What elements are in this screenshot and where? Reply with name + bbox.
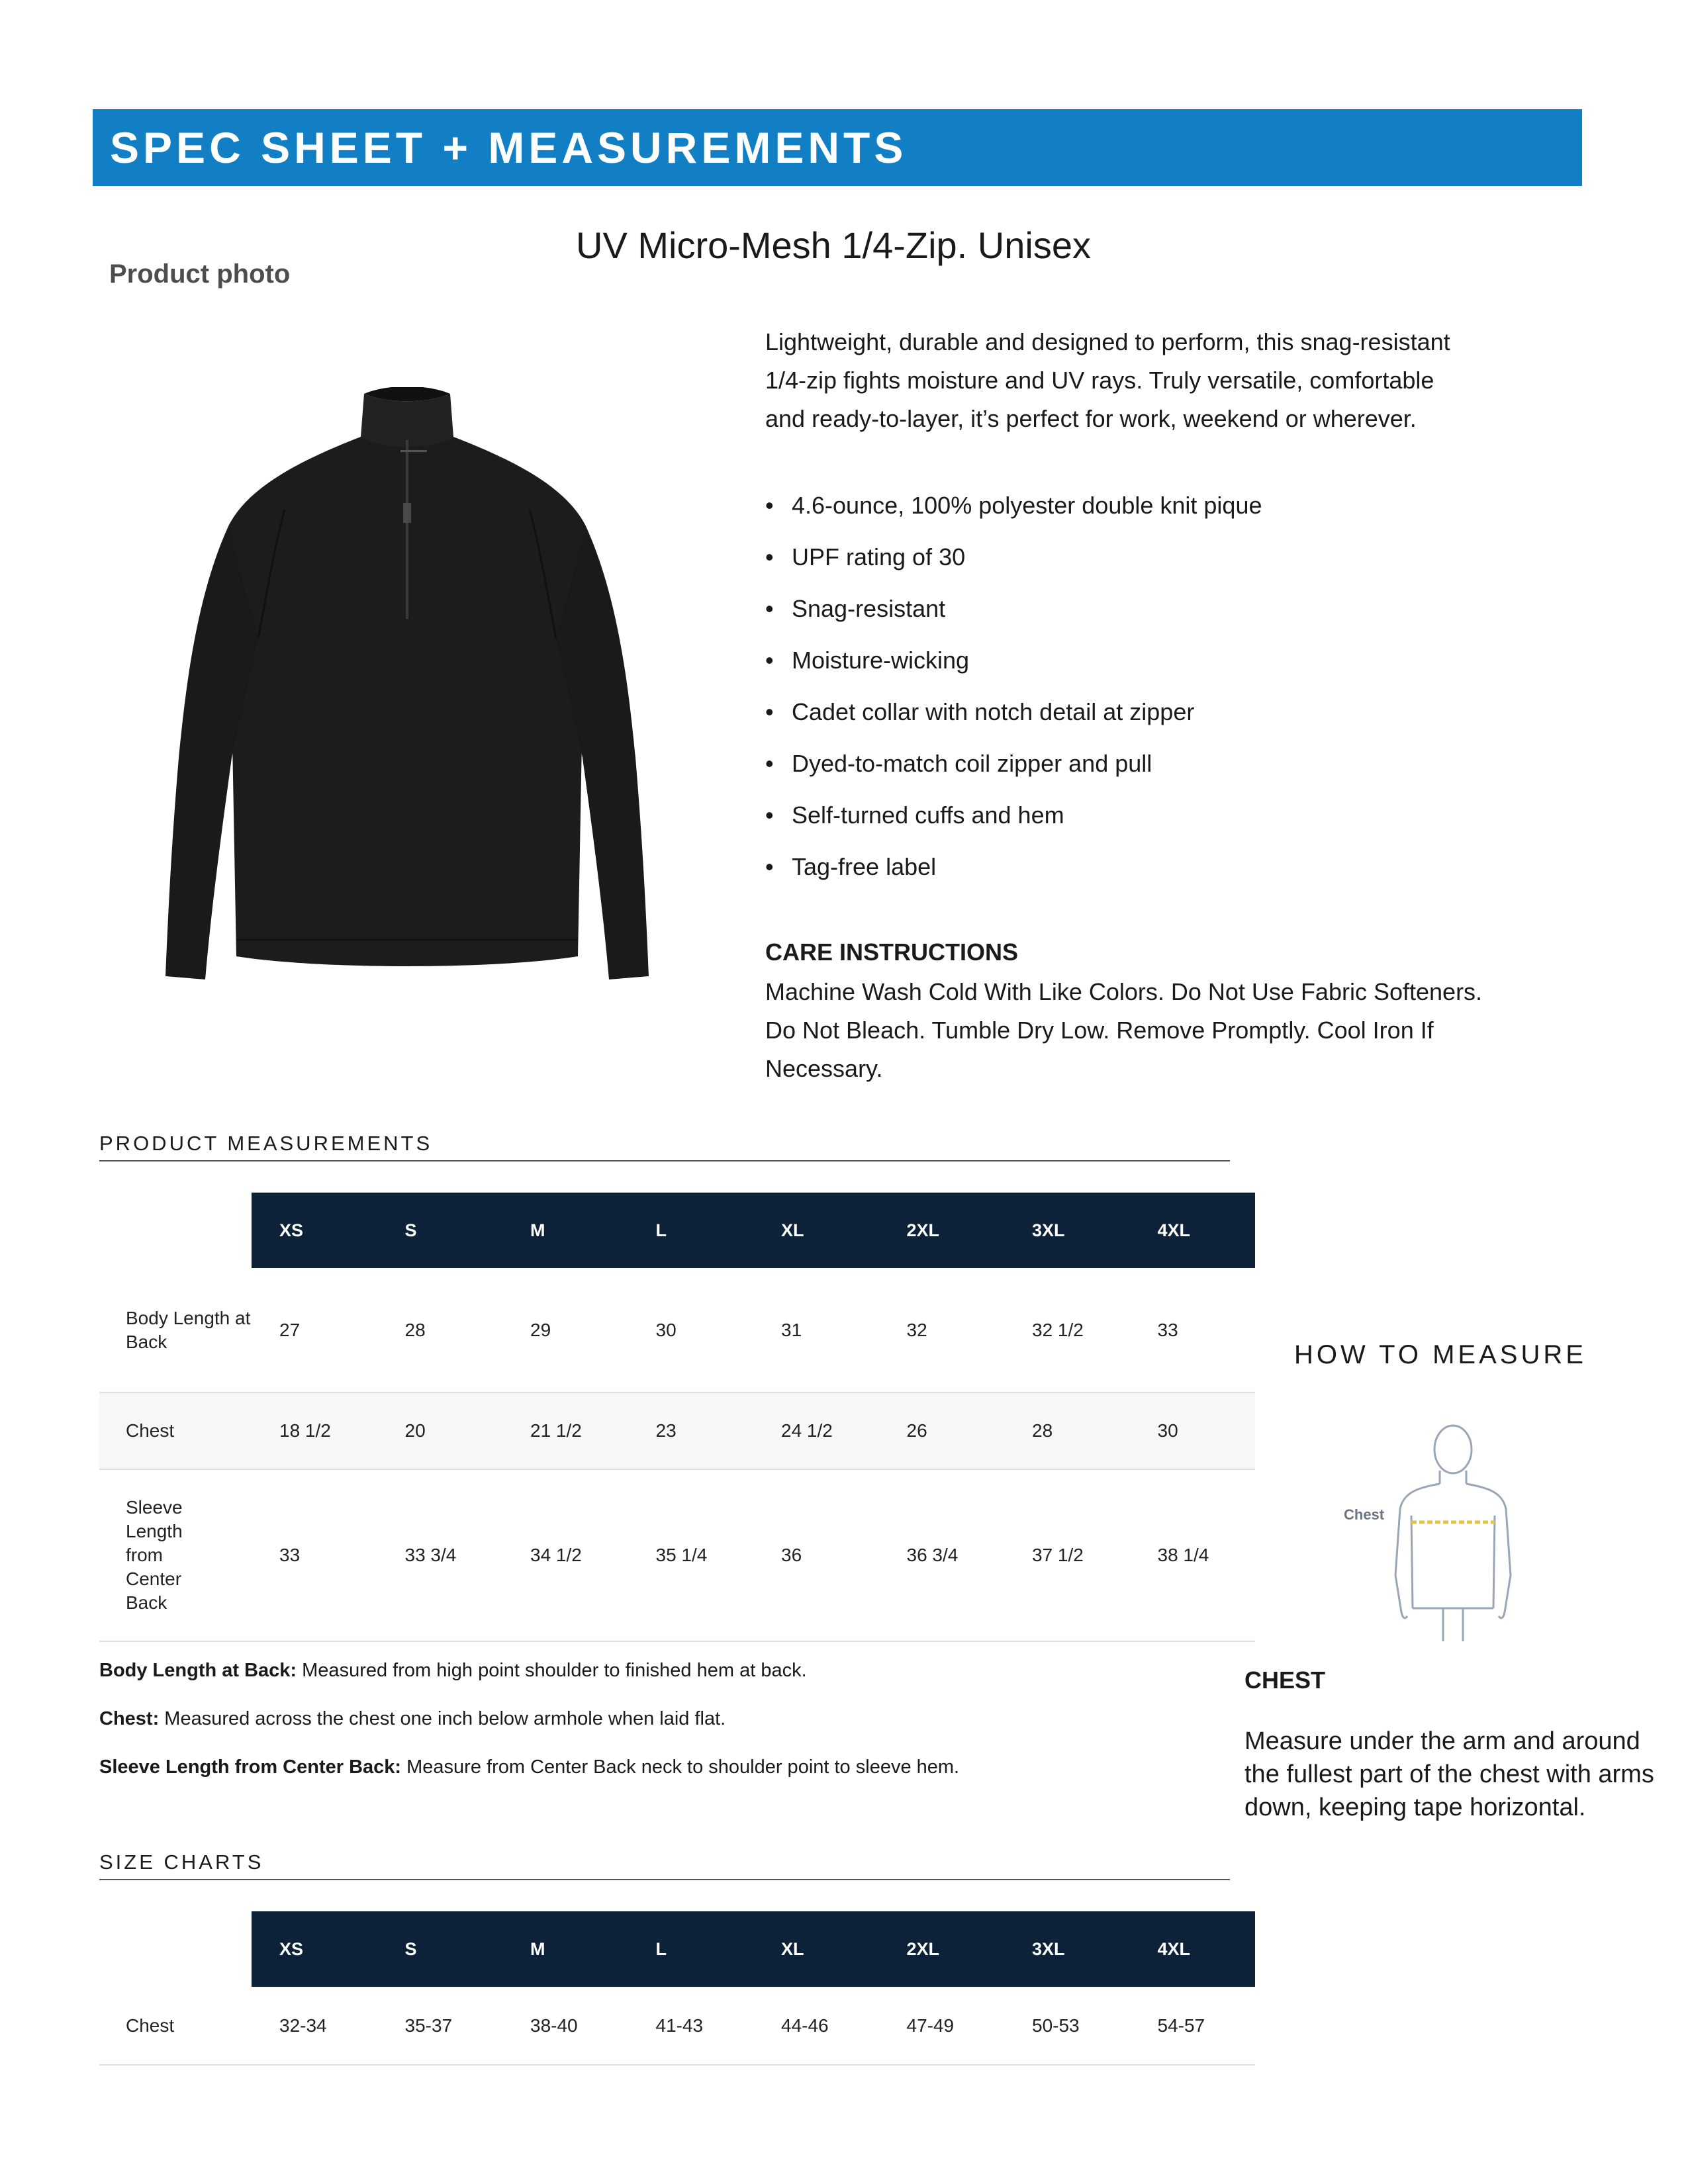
feature-item: • Tag-free label [765,848,1480,899]
table-cell: 28 [1004,1392,1130,1469]
size-header: 2XL [879,1193,1005,1268]
table-cell: 24 1/2 [753,1392,879,1469]
row-label: Chest [99,1987,252,2065]
row-label: Chest [99,1392,252,1469]
table-cell: 35-37 [377,1987,503,2065]
chest-heading: CHEST [1244,1666,1326,1694]
table-cell: 36 [753,1469,879,1641]
size-header: L [628,1193,754,1268]
size-chart-table [99,1911,1255,2066]
table-row [99,1469,1255,1641]
definition-sleeve-length: Sleeve Length from Center Back: Measure from Center Back neck to shoulder point to sleeve hem. [99,1756,960,1778]
feature-item: • Snag-resistant [765,590,1480,641]
table-row [99,1268,1255,1392]
size-header: 3XL [1004,1193,1130,1268]
table-cell: 35 1/4 [628,1469,754,1641]
size-header: L [628,1911,754,1987]
section-divider [99,1879,1230,1880]
size-header: 2XL [879,1911,1005,1987]
table-cell: 47-49 [879,1987,1005,2065]
table-cell: 26 [879,1392,1005,1469]
feature-item: • Cadet collar with notch detail at zipper [765,693,1480,745]
table-cell: 23 [628,1392,754,1469]
care-instructions-text: Machine Wash Cold With Like Colors. Do Not Use Fabric Softeners. Do Not Bleach. Tumble Dry Low. Remove Promptly. Cool Iron If Necessary. [765,978,1483,1082]
table-cell: 44-46 [753,1987,879,2065]
size-header: S [377,1193,503,1268]
definition-chest: Chest: Measured across the chest one inch below armhole when laid flat. [99,1708,726,1729]
size-header: 3XL [1004,1911,1130,1987]
feature-item: • Self-turned cuffs and hem [765,796,1480,848]
table-row [99,1987,1255,2065]
body-figure-icon [1337,1410,1516,1648]
table-cell: 37 1/2 [1004,1469,1130,1641]
care-instructions-title: CARE INSTRUCTIONS [765,938,1019,966]
table-cell: 27 [252,1268,377,1392]
product-measurements-title: PRODUCT MEASUREMENTS [99,1132,433,1155]
feature-list [765,486,1480,899]
table-cell: 28 [377,1268,503,1392]
how-to-measure-title: HOW TO MEASURE [1294,1340,1587,1369]
size-header: XS [252,1911,377,1987]
table-cell: 30 [628,1268,754,1392]
table-cell: 50-53 [1004,1987,1130,2065]
table-cell: 34 1/2 [502,1469,628,1641]
size-header: M [502,1193,628,1268]
table-cell: 36 3/4 [879,1469,1005,1641]
table-cell: 38 1/4 [1130,1469,1256,1641]
table-corner [99,1193,252,1268]
table-cell: 32 [879,1268,1005,1392]
table-cell: 54-57 [1130,1987,1256,2065]
table-cell: 20 [377,1392,503,1469]
feature-item: • Dyed-to-match coil zipper and pull [765,745,1480,796]
table-cell: 41-43 [628,1987,754,2065]
size-header: XL [753,1911,879,1987]
product-title: UV Micro-Mesh 1/4-Zip. Unisex [576,224,1091,266]
row-label: Sleeve Length from Center Back [99,1469,252,1641]
table-cell: 18 1/2 [252,1392,377,1469]
table-cell: 32-34 [252,1987,377,2065]
table-cell: 33 3/4 [377,1469,503,1641]
page-banner: SPEC SHEET + MEASUREMENTS [93,109,1582,186]
bullet-icon: • [765,801,774,829]
chest-instructions: Measure under the arm and around the fullest part of the chest with arms down, keeping tape horizontal. [1244,1727,1654,1821]
feature-item: • Moisture-wicking [765,641,1480,693]
bullet-icon: • [765,543,774,570]
table-cell: 32 1/2 [1004,1268,1130,1392]
feature-item: • UPF rating of 30 [765,538,1480,590]
bullet-icon: • [765,750,774,777]
size-header: 4XL [1130,1193,1256,1268]
size-header: XS [252,1193,377,1268]
size-header: M [502,1911,628,1987]
measurements-table [99,1193,1255,1642]
bullet-icon: • [765,595,774,622]
product-photo-label: Product photo [109,259,291,289]
table-cell: 38-40 [502,1987,628,2065]
product-photo [149,387,665,983]
size-header: S [377,1911,503,1987]
definition-body-length: Body Length at Back: Measured from high point shoulder to finished hem at back. [99,1660,807,1681]
table-cell: 33 [1130,1268,1256,1392]
size-header: 4XL [1130,1911,1256,1987]
bullet-icon: • [765,698,774,725]
product-description: Lightweight, durable and designed to perform, this snag-resistant 1/4-zip fights moisture and UV rays. Truly versatile, comfortable and ready-to-layer, it’s perfect for work, weekend or wherever. [765,328,1450,432]
table-cell: 33 [252,1469,377,1641]
bullet-icon: • [765,492,774,519]
table-cell: 21 1/2 [502,1392,628,1469]
row-label: Body Length at Back [99,1268,252,1392]
table-row [99,1392,1255,1469]
section-divider [99,1160,1230,1161]
table-cell: 29 [502,1268,628,1392]
feature-item: • 4.6-ounce, 100% polyester double knit pique [765,486,1480,538]
size-header: XL [753,1193,879,1268]
table-cell: 30 [1130,1392,1256,1469]
figure-chest-label: Chest [1344,1506,1385,1523]
size-charts-title: SIZE CHARTS [99,1850,264,1874]
bullet-icon: • [765,853,774,880]
table-corner [99,1911,252,1987]
table-cell: 31 [753,1268,879,1392]
bullet-icon: • [765,647,774,674]
